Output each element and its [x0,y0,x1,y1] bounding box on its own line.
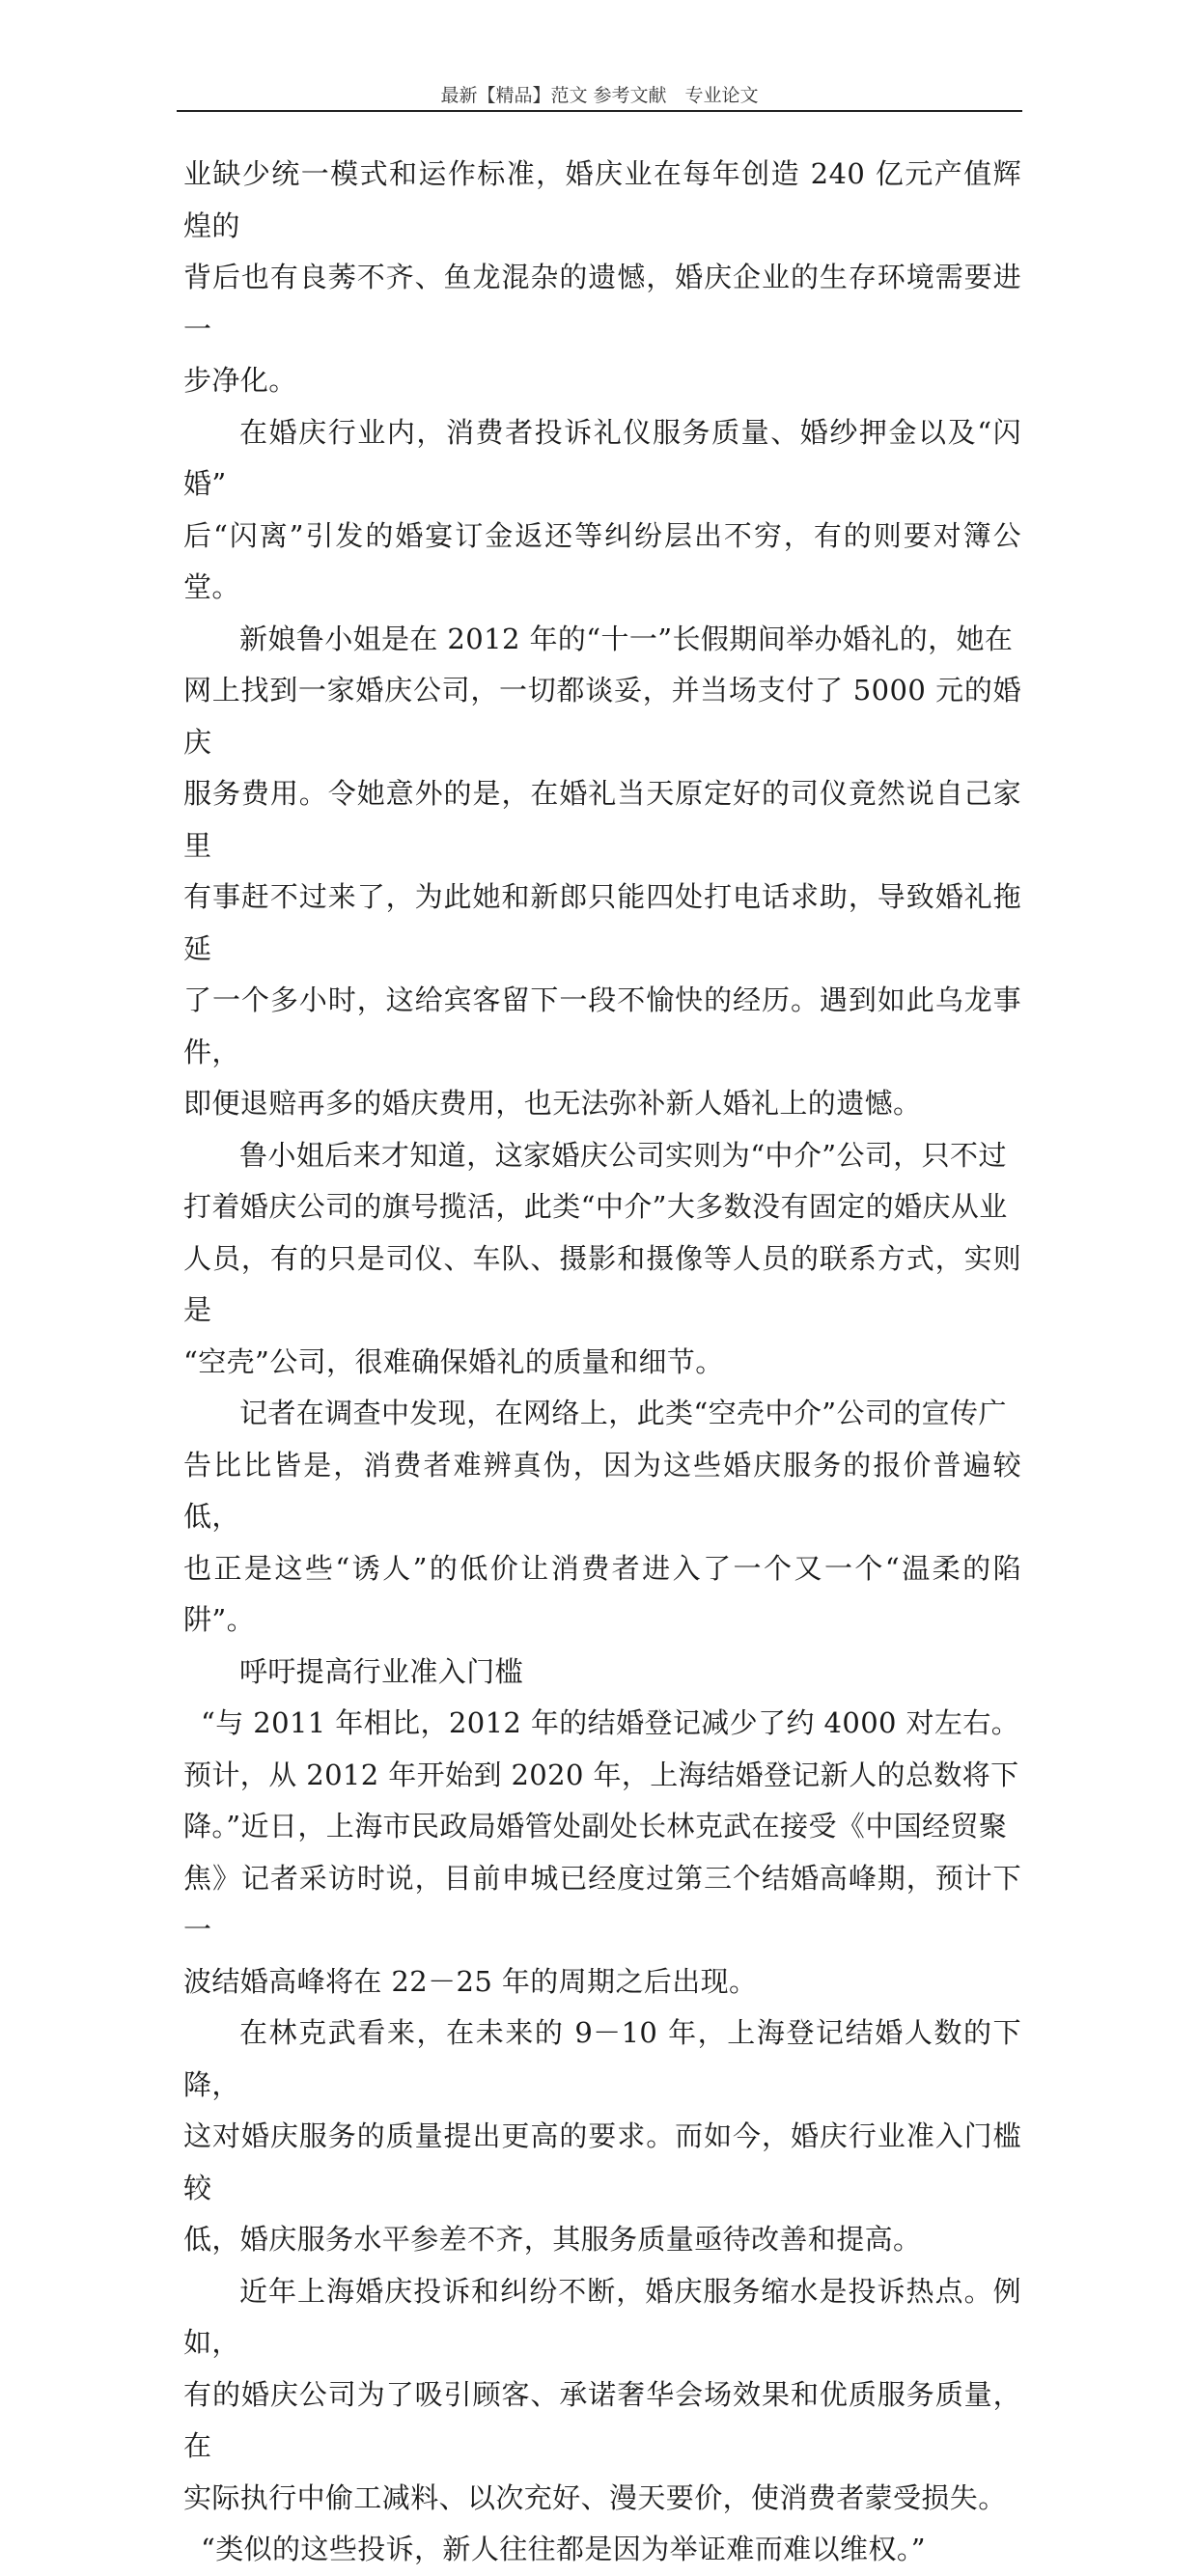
document-body [183,149,1021,2576]
text-line: 有的婚庆公司为了吸引顾客、承诺奢华会场效果和优质服务质量，在 [183,2377,1021,2462]
text-line: 记者在调查中发现，在网络上，此类“空壳中介”公司的宣传广 [239,1397,1007,1429]
paragraph-3 [183,614,1021,1130]
text-line: 在婚庆行业内，消费者投诉礼仪服务质量、婚纱押金以及“闪婚” [183,415,1021,500]
text-line: “与 2011 年相比，2012 年的结婚登记减少了约 4000 对左右。 [201,1706,1020,1739]
paragraph-8 [183,2266,1021,2525]
text-line: 了一个多小时，这给宾客留下一段不愉快的经历。遇到如此乌龙事件， [183,983,1021,1068]
text-line: 背后也有良莠不齐、鱼龙混杂的遗憾，婚庆企业的生存环境需要进一 [183,261,1021,346]
text-line: 实际执行中偷工减料、以次充好、漫天要价，使消费者蒙受损失。 [183,2480,1007,2514]
text-line: 近年上海婚庆投诉和纠纷不断，婚庆服务缩水是投诉热点。例如， [183,2274,1021,2359]
paragraph-5 [183,1388,1021,1647]
text-line: 即便退赔再多的婚庆费用，也无法弥补新人婚礼上的遗憾。 [183,1087,922,1120]
paragraph-2 [183,407,1021,614]
paragraph-7 [183,2008,1021,2266]
paragraph-4 [183,1130,1021,1389]
text-line: 在林克武看来，在未来的 9－10 年，上海登记结婚人数的下降， [183,2016,1021,2101]
text-line: 也正是这些“诱人”的低价让消费者进入了一个又一个“温柔的陷阱”。 [183,1551,1021,1636]
text-line: 预计，从 2012 年开始到 2020 年，上海结婚登记新人的总数将下 [183,1758,1019,1791]
text-line: 后“闪离”引发的婚宴订金返还等纠纷层出不穷，有的则要对簿公堂。 [183,518,1021,603]
paragraph-6 [183,1698,1021,2008]
paragraph-9 [183,2524,1021,2576]
text-line: 业缺少统一模式和运作标准，婚庆业在每年创造 240 亿元产值辉煌的 [183,157,1021,242]
text-line: “空壳”公司，很难确保婚礼的质量和细节。 [183,1344,724,1378]
page-header: 最新【精品】范文 参考文献 专业论文 [440,85,759,106]
text-line: 步净化。 [183,364,297,397]
text-line: 这对婚庆服务的质量提出更高的要求。而如今，婚庆行业准入门槛较 [183,2119,1021,2204]
text-line: 呼吁提高行业准入门槛 [239,1654,524,1688]
text-line: 低，婚庆服务水平参差不齐，其服务质量亟待改善和提高。 [183,2223,922,2256]
text-line: 人员，有的只是司仪、车队、摄影和摄像等人员的联系方式，实则是 [183,1241,1021,1326]
text-line: 鲁小姐后来才知道，这家婚庆公司实则为“中介”公司，只不过 [239,1138,1007,1172]
section-heading [183,1647,1021,1699]
text-line: 服务费用。令她意外的是，在婚礼当天原定好的司仪竟然说自己家里 [183,777,1021,862]
text-line: “类似的这些投诉，新人往往都是因为举证难而难以维权。” [201,2533,926,2565]
header-divider [177,110,1022,112]
text-line: 新娘鲁小姐是在 2012 年的“十一”长假期间举办婚礼的，她在 [239,622,1014,655]
text-line: 降。”近日，上海市民政局婚管处副处长林克武在接受《中国经贸聚 [183,1810,1008,1842]
text-line: 波结婚高峰将在 22－25 年的周期之后出现。 [183,1964,758,1998]
paragraph-1 [183,149,1021,407]
text-line: 网上找到一家婚庆公司，一切都谈妥，并当场支付了 5000 元的婚庆 [183,674,1021,759]
text-line: 打着婚庆公司的旗号揽活，此类“中介”大多数没有固定的婚庆从业 [183,1190,1008,1223]
text-line: 有事赶不过来了，为此她和新郎只能四处打电话求助，导致婚礼拖延 [183,880,1021,965]
text-line: 告比比皆是，消费者难辨真伪，因为这些婚庆服务的报价普遍较低， [183,1448,1021,1533]
text-line: 焦》记者采访时说，目前申城已经度过第三个结婚高峰期，预计下一 [183,1861,1021,1946]
